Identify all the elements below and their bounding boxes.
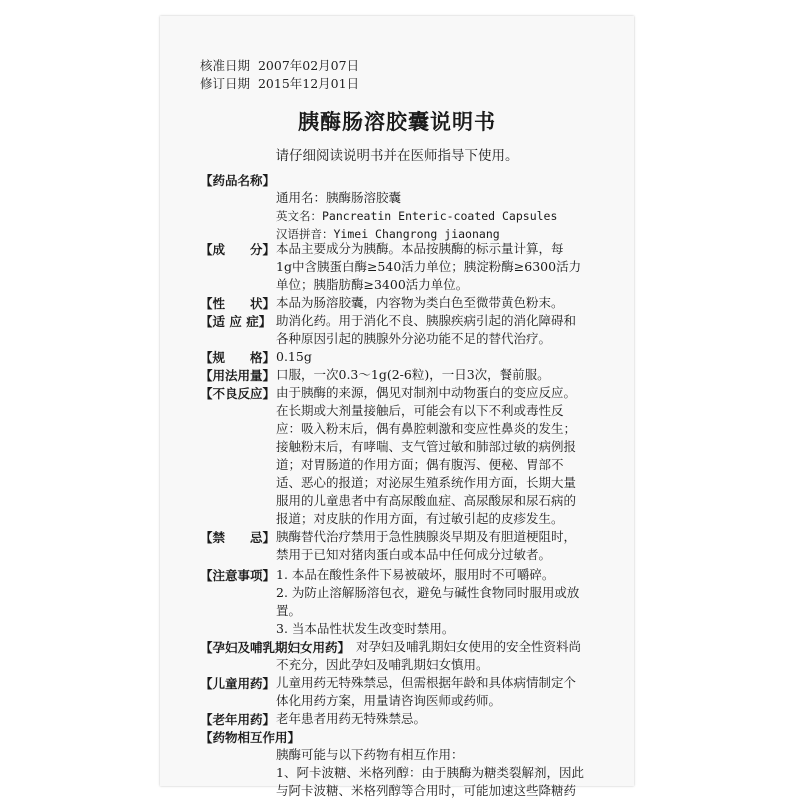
section-label-precautions-text: 注意事项 [212,568,263,583]
revise-date-row [200,74,359,92]
document-subtitle: 请仔细阅读说明书并在医师指导下使用。 [275,148,519,164]
adverse-line-3: 应：吸入粉末后，偶有鼻腔刺激和变应性鼻炎的发生； [276,421,577,436]
approve-date-label: 核准日期 [200,58,251,73]
ingredients-line-1: 本品主要成分为胰酶。本品按胰酶的标示量计算，每 [276,241,564,256]
approve-date-row [200,56,359,74]
interactions-line-1: 胰酶可能与以下药物有相互作用： [276,747,464,762]
section-label-indications: 【适 应 症】 [200,314,272,329]
adverse-line-1: 由于胰酶的来源，偶见对制剂中动物蛋白的变应反应。 [276,385,577,400]
instruction-sheet [160,16,634,798]
section-label-name: 【药品名称】 [200,173,276,188]
revise-date-label: 修订日期 [200,76,251,91]
contra-line-2: 禁用于已知对猪肉蛋白或本品中任何成分过敏者。 [276,547,552,562]
section-label-name-text: 药品名称 [212,173,263,188]
section-label-interactions-text: 药物相互作用 [212,730,288,745]
section-label-pregnancy: 【孕妇及哺乳期妇女用药】 [200,640,351,655]
ingredients-line-2: 1g中含胰蛋白酶≥540活力单位；胰淀粉酶≥6300活力 [276,259,582,274]
children-line-1: 儿童用药无特殊禁忌，但需根据年龄和具体病情制定个 [276,675,577,690]
adverse-line-4: 接触粉末后，有哮喘、支气管过敏和肺部过敏的病例报 [276,439,577,454]
document-title: 胰酶肠溶胶囊说明书 [298,109,496,134]
name-english: 英文名：Pancreatin Enteric-coated Capsules [276,209,558,223]
section-label-elderly: 【老年用药】 [200,712,276,727]
name-pinyin: 汉语拼音：Yimei Changrong jiaonang [276,227,500,241]
section-label-contra-text: 禁 忌 [212,530,263,545]
indications-line-2: 各种原因引起的胰腺外分泌功能不足的替代治疗。 [276,331,552,346]
section-label-dosage-text: 用法用量 [212,368,263,383]
section-label-ingredients: 【成 分】 [200,242,276,257]
section-label-precautions: 【注意事项】 [200,568,276,583]
elderly-line-1: 老年患者用药无特殊禁忌。 [276,711,427,726]
section-label-pregnancy-text: 孕妇及哺乳期妇女用药 [212,640,338,655]
adverse-line-5: 道；对胃肠道的作用方面；偶有腹泻、便秘、胃部不 [276,457,564,472]
section-label-contra: 【禁 忌】 [200,530,276,545]
indications-line-1: 助消化药。用于消化不良、胰腺疾病引起的消化障碍和 [276,313,577,328]
precautions-line-4: 3. 当本品性状发生改变时禁用。 [276,621,455,636]
section-label-children: 【儿童用药】 [200,676,276,691]
pregnancy-line-2: 不充分，因此孕妇及哺乳期妇女慎用。 [276,657,489,672]
section-label-adverse-text: 不良反应 [212,386,263,401]
adverse-line-8: 报道；对皮肤的作用方面，有过敏引起的皮疹发生。 [276,511,564,526]
precautions-line-1: 1. 本品在酸性条件下易被破坏，服用时不可嚼碎。 [276,567,555,582]
name-common: 通用名：胰酶肠溶胶囊 [276,190,402,205]
properties-line-1: 本品为肠溶胶囊，内容物为类白色至微带黄色粉末。 [276,295,564,310]
precautions-line-2: 2. 为防止溶解肠溶包衣，避免与碱性食物同时服用或放 [276,585,580,600]
section-label-spec-text: 规 格 [212,350,263,365]
adverse-line-7: 服用的儿童患者中有高尿酸血症、高尿酸尿和尿石病的 [276,493,577,508]
adverse-line-2: 在长期或大剂量接触后，可能会有以下不利或毒性反 [276,403,564,418]
contra-line-1: 胰酶替代治疗禁用于急性胰腺炎早期及有胆道梗阻时， [276,529,577,544]
section-label-properties: 【性 状】 [200,296,276,311]
spec-line-1: 0.15g [276,349,312,364]
children-line-2: 体化用药方案，用量请咨询医师或药师。 [276,693,502,708]
section-label-ingredients-text: 成 分 [212,242,263,257]
approve-date-value: 2007年02月07日 [257,58,360,73]
section-label-elderly-text: 老年用药 [212,712,263,727]
interactions-line-2: 1、阿卡波糖、米格列醇：由于胰酶为糖类裂解剂，因此 [276,765,584,780]
section-label-spec: 【规 格】 [200,350,276,365]
section-label-children-text: 儿童用药 [212,676,263,691]
ingredients-line-3: 单位；胰脂肪酶≥3400活力单位。 [276,277,469,292]
section-label-adverse: 【不良反应】 [200,386,276,401]
revise-date-value: 2015年12月01日 [257,76,360,91]
pregnancy-line-1: 对孕妇及哺乳期妇女使用的安全性资料尚 [356,639,582,654]
interactions-line-3: 与阿卡波糖、米格列醇等合用时，可能加速这些降糖药 [276,783,577,798]
section-label-dosage: 【用法用量】 [200,368,276,383]
section-label-indications-text: 适 应 症 [212,314,259,329]
section-label-interactions: 【药物相互作用】 [200,730,301,745]
adverse-line-6: 适、恶心的报道；对泌尿生殖系统作用方面，长期大量 [276,475,577,490]
dosage-line-1: 口服，一次0.3～1g(2-6粒)，一日3次，餐前服。 [276,367,550,382]
precautions-line-3: 置。 [276,603,302,618]
section-label-properties-text: 性 状 [212,296,263,311]
